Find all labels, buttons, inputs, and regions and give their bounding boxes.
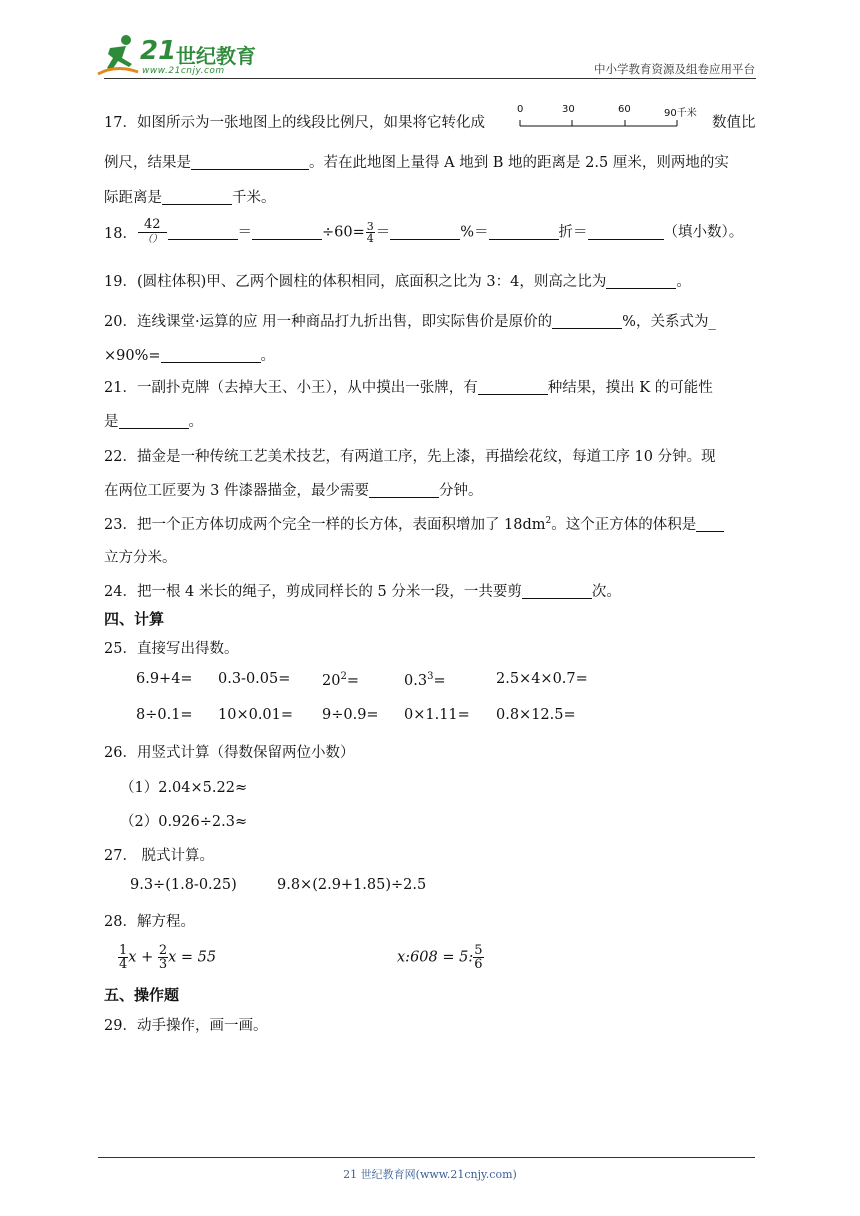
answer-blank[interactable] [162, 189, 232, 205]
q18: 18． $\frac{42}{()}$ ＝ ÷60= $\frac{3}{4}$ ＝ %＝ 折＝ （填小数）。 [104, 217, 744, 245]
q27-title: 27． 脱式计算。 [104, 848, 215, 864]
q26-title: 26．用竖式计算（得数保留两位小数） [104, 745, 355, 761]
q22-line1: 22．描金是一种传统工艺美术技艺，有两道工序，先上漆，再描绘花纹，每道工序 10 分钟。现 [104, 449, 716, 465]
q25-row1: 6.9+4= 0.3-0.05= $20^2=$ $0.3^3=$ 2.5×4×0.7= [136, 671, 588, 689]
q23-line1: 23．把一个正方体切成两个完全一样的长方体，表面积增加了 $18dm^2$。这个正方体的体积是 [104, 513, 724, 534]
answer-blank[interactable] [191, 154, 309, 170]
fraction-42: $\frac{42}{()}$ [138, 218, 167, 247]
q21-line1: 21．一副扑克牌（去掉大王、小王），从中摸出一张牌，有 种结果，摸出 K 的可能性 [104, 380, 713, 396]
q20-line1: 20．连线课堂·运算的应 用一种商品打九折出售，即实际售价是原价的 %，关系式为_ [104, 314, 716, 330]
q28-title: 28．解方程。 [104, 914, 195, 930]
section-heading: 四、计算 [104, 610, 165, 628]
q20-line2: ×90%= 。 [104, 348, 276, 364]
answer-blank[interactable] [252, 224, 322, 240]
answer-blank[interactable] [369, 482, 439, 498]
answer-blank[interactable] [390, 224, 460, 240]
q17-line1-end: 数值比 [712, 115, 756, 131]
answer-blank[interactable] [588, 224, 664, 240]
q27-expr1: 9.3÷(1.8-0.25) [130, 877, 237, 893]
answer-blank[interactable] [119, 413, 189, 429]
q28-equation2: x:608 = 5: $\frac{5}{6}$ [397, 943, 483, 972]
q19: 19．(圆柱体积)甲、乙两个圆柱的体积相同，底面积之比为 3：4，则高之比为 。 [104, 274, 691, 290]
q17-line3: 际距离是 千米。 [104, 190, 276, 206]
q26-item2: （2）0.926÷2.3≈ [120, 814, 248, 830]
q29-title: 29．动手操作，画一画。 [104, 1018, 268, 1034]
scale-bar: 0 30 60 90千米 [517, 104, 707, 130]
q17-line2: 例尺，结果是 。若在此地图上量得 A 地到 B 地的距离是 2.5 厘米，则两地的实 [104, 155, 729, 171]
q25-row2: 8÷0.1= 10×0.01= 9÷0.9= 0×1.11= 0.8×12.5= [136, 707, 576, 723]
answer-blank[interactable] [478, 379, 548, 395]
q27-expr2: 9.8×(2.9+1.85)÷2.5 [277, 877, 427, 893]
q24: 24．把一根 4 米长的绳子，剪成同样长的 5 分米一段，一共要剪 次。 [104, 584, 621, 600]
answer-blank[interactable] [161, 347, 261, 363]
platform-name: 中小学教育资源及组卷应用平台 [594, 62, 755, 76]
q28-equation1: $\frac{1}{4}$ x + $\frac{2}{3}$ x = 55 [119, 943, 217, 972]
q22-line2: 在两位工匠要为 3 件漆器描金，最少需要 分钟。 [104, 483, 483, 499]
logo-url: www.21cnjy.com [142, 66, 225, 76]
logo-number: 21 [140, 36, 177, 66]
logo-text: 世纪教育 [176, 44, 256, 68]
answer-blank[interactable] [696, 516, 724, 532]
q23-line2: 立方分米。 [104, 550, 177, 566]
q17-line1: 17．如图所示为一张地图上的线段比例尺，如果将它转化成 [104, 115, 485, 131]
answer-blank[interactable] [522, 583, 592, 599]
header-logo [96, 34, 256, 78]
q26-item1: （1）2.04×5.22≈ [120, 780, 248, 796]
header-divider [104, 78, 756, 79]
answer-blank[interactable] [489, 224, 559, 240]
footer-divider [98, 1157, 755, 1158]
runner-logo-icon [96, 34, 140, 76]
q21-line2: 是 。 [104, 414, 203, 430]
section-heading: 五、操作题 [104, 986, 180, 1004]
fraction-3-4: $\frac{3}{4}$ [366, 220, 374, 245]
q25-title: 25．直接写出得数。 [104, 641, 239, 657]
answer-blank[interactable] [552, 313, 622, 329]
scale-line-icon [517, 104, 707, 130]
answer-blank[interactable] [606, 273, 676, 289]
answer-blank[interactable] [168, 224, 238, 240]
footer-text: 21 世纪教育网(www.21cnjy.com) [343, 1168, 517, 1181]
